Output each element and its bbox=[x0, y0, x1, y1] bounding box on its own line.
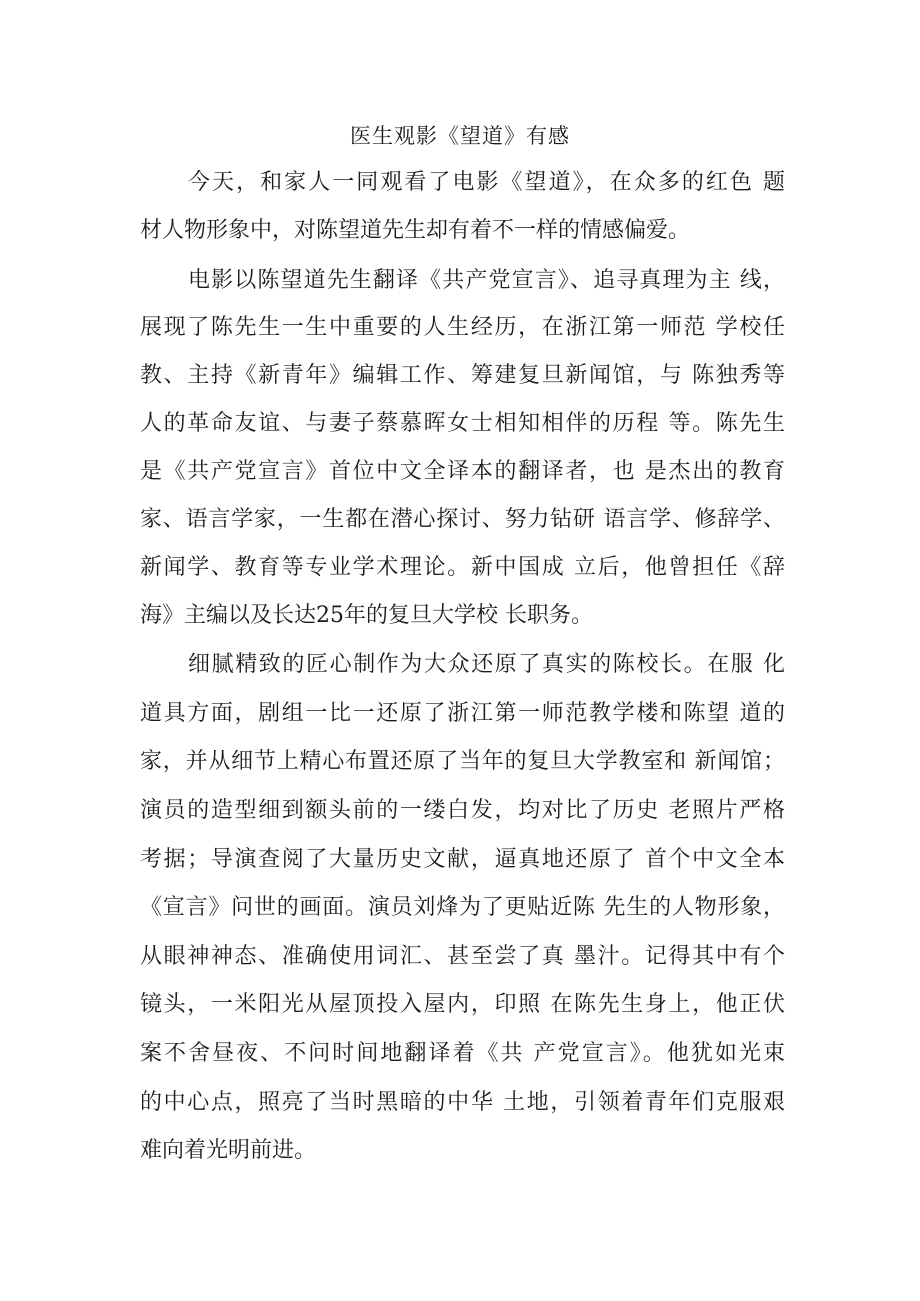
paragraph-3-line-9: 案不舍昼夜、不问时间地翻译着《共 产党宣言》。他犹如光束 bbox=[140, 1041, 785, 1066]
paragraph-3-line-8: 镜头，一米阳光从屋顶投入屋内，印照 在陈先生身上，他正伏 bbox=[140, 992, 785, 1017]
paragraph-3-line-6: 《宣言》问世的画面。演员刘烽为了更贴近陈 先生的人物形象， bbox=[140, 895, 785, 920]
paragraph-2-line-4: 人的革命友谊、与妻子蔡慕晖女士相知相伴的历程 等。陈先生 bbox=[140, 411, 785, 436]
paragraph-1-line-2: 材人物形象中，对陈望道先生却有着不一样的情感偏爱。 bbox=[140, 218, 691, 243]
paragraph-1-line-1: 今天，和家人一同观看了电影《望道》，在众多的红色 题 bbox=[188, 170, 785, 195]
paragraph-3-line-11: 难向着光明前进。 bbox=[140, 1138, 317, 1163]
paragraph-2-line-5: 是《共产党宣言》首位中文全译本的翻译者，也 是杰出的教育 bbox=[140, 459, 785, 484]
paragraph-3-line-4: 演员的造型细到额头前的一缕白发，均对比了历史 老照片严格 bbox=[140, 798, 785, 823]
paragraph-3-line-7: 从眼神神态、准确使用词汇、甚至尝了真 墨汁。记得其中有个 bbox=[140, 944, 785, 969]
paragraph-2-line-3: 教、主持《新青年》编辑工作、筹建复旦新闻馆，与 陈独秀等 bbox=[140, 363, 785, 388]
document-title: 医生观影《望道》有感 bbox=[350, 124, 570, 148]
paragraph-3-line-3: 家，并从细节上精心布置还原了当年的复旦大学教室和 新闻馆； bbox=[140, 749, 785, 774]
paragraph-3-line-2: 道具方面，剧组一比一还原了浙江第一师范教学楼和陈望 道的 bbox=[140, 701, 785, 726]
paragraph-2-line-2: 展现了陈先生一生中重要的人生经历，在浙江第一师范 学校任 bbox=[140, 315, 785, 340]
paragraph-3-line-10: 的中心点，照亮了当时黑暗的中华 土地，引领着青年们克服艰 bbox=[140, 1090, 785, 1115]
paragraph-2-line-6: 家、语言学家，一生都在潜心探讨、努力钻研 语言学、修辞学、 bbox=[140, 507, 785, 532]
paragraph-2-line-7: 新闻学、教育等专业学术理论。新中国成 立后，他曾担任《辞 bbox=[140, 555, 785, 580]
paragraph-3-line-5: 考据；导演查阅了大量历史文献，逼真地还原了 首个中文全本 bbox=[140, 847, 785, 872]
paragraph-2-line-1: 电影以陈望道先生翻译《共产党宣言》、追寻真理为主 线， bbox=[188, 268, 785, 293]
paragraph-3-line-1: 细腻精致的匠心制作为大众还原了真实的陈校长。在服 化 bbox=[188, 652, 785, 677]
paragraph-2-line-8: 海》主编以及长达25年的复旦大学校 长职务。 bbox=[140, 603, 593, 628]
